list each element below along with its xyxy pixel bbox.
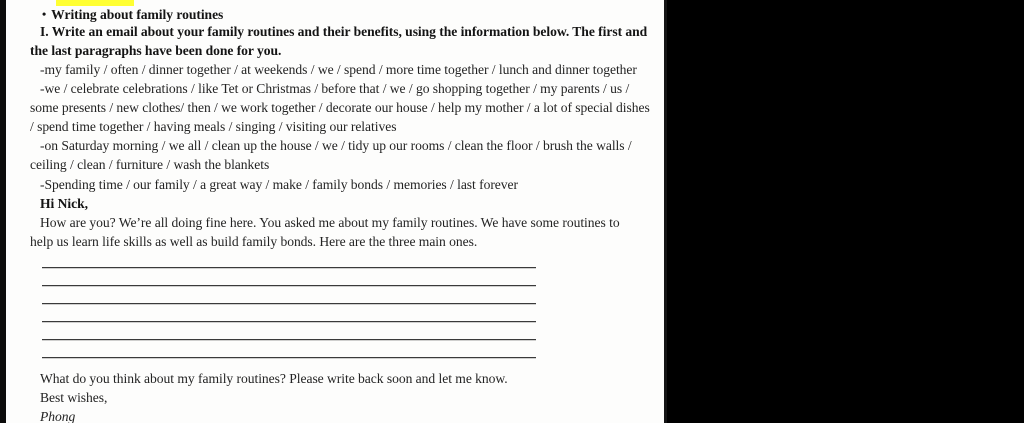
email-signature: Phong <box>40 409 76 423</box>
section-heading <box>42 7 223 22</box>
scanned-page <box>6 0 664 423</box>
prompt-2-line-1: -we / celebrate celebrations / like Tet or Christmas / before that / we / go shopping together / my parents / us / <box>40 81 630 96</box>
instruction-line-2: the last paragraphs have been done for you. <box>30 43 282 58</box>
answer-line-5[interactable] <box>42 339 536 340</box>
prompt-4-line-1: -Spending time / our family / a great way / make / family bonds / memories / last forever <box>40 177 519 192</box>
email-opening-line-2: help us learn life skills as well as build family bonds. Here are the three main ones. <box>30 234 478 249</box>
answer-line-1[interactable] <box>42 267 536 268</box>
yellow-highlight-marker <box>56 0 134 6</box>
email-salutation: Hi Nick, <box>40 196 88 211</box>
bullet-icon: • <box>42 7 47 21</box>
prompt-3-line-1: -on Saturday morning / we all / clean up the house / we / tidy up our rooms / clean the floor / brush the walls / <box>40 138 632 153</box>
prompt-3-line-2: ceiling / clean / furniture / wash the blankets <box>30 157 270 172</box>
answer-line-4[interactable] <box>42 321 536 322</box>
prompt-1-line-1: -my family / often / dinner together / at weekends / we / spend / more time together / lunch and dinner together <box>40 62 637 77</box>
email-opening-line-1: How are you? We’re all doing fine here. You asked me about my family routines. We have some routines to <box>40 215 620 230</box>
section-heading-text: Writing about family routines <box>51 7 224 22</box>
instruction-line-1: I. Write an email about your family routines and their benefits, using the information below. The first and <box>40 24 648 39</box>
answer-line-6[interactable] <box>42 357 536 358</box>
prompt-2-line-2: some presents / new clothes/ then / we work together / decorate our house / help my mother / a lot of special dishes <box>30 100 650 115</box>
backdrop-area <box>667 0 1024 423</box>
answer-line-2[interactable] <box>42 285 536 286</box>
email-closing-question: What do you think about my family routines? Please write back soon and let me know. <box>40 371 508 386</box>
email-sign-off: Best wishes, <box>40 390 108 405</box>
answer-line-3[interactable] <box>42 303 536 304</box>
prompt-2-line-3: / spend time together / having meals / singing / visiting our relatives <box>30 119 397 134</box>
